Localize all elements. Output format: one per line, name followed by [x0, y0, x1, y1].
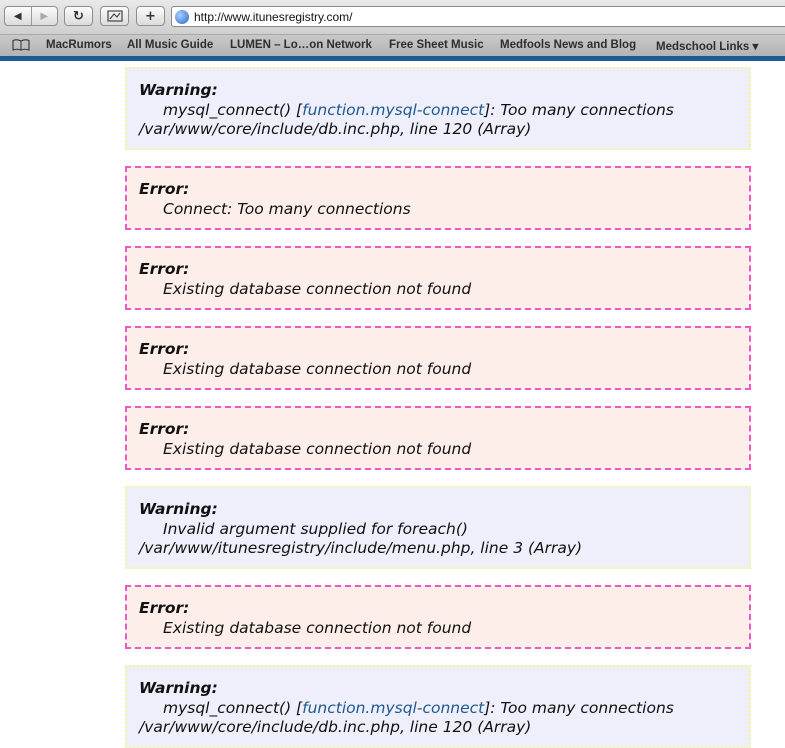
function-link[interactable]: function.mysql-connect — [302, 698, 485, 717]
function-link[interactable]: function.mysql-connect — [302, 100, 485, 119]
error-box — [125, 585, 751, 649]
add-icon: + — [145, 8, 156, 24]
error-label: Error: — [139, 180, 190, 198]
reload-button[interactable] — [64, 6, 93, 26]
error-label: Error: — [139, 599, 190, 617]
bookmarks-bar — [0, 34, 785, 56]
error-box — [125, 406, 751, 470]
error-label: Error: — [139, 340, 190, 358]
back-forward-group — [4, 6, 58, 26]
bookmark-macrumors[interactable]: MacRumors — [46, 39, 112, 51]
page-top-border — [0, 56, 785, 61]
forward-button[interactable] — [31, 7, 58, 25]
globe-icon — [175, 10, 189, 24]
reload-icon: ↻ — [73, 8, 84, 24]
error-box — [125, 246, 751, 310]
error-label: Error: — [139, 420, 190, 438]
forward-icon: ▶ — [40, 10, 49, 22]
error-message: Existing database connection not found — [163, 439, 472, 458]
bookmark-free-sheet-music[interactable]: Free Sheet Music — [389, 39, 484, 51]
error-label: Error: — [139, 260, 190, 278]
address-bar[interactable] — [171, 6, 785, 27]
warning-path: /var/www/core/include/db.inc.php, line 120 (Array) — [139, 120, 532, 138]
snapback-button[interactable] — [100, 6, 129, 26]
back-icon: ◀ — [13, 10, 22, 22]
browser-toolbar — [0, 0, 785, 34]
error-box — [125, 166, 751, 230]
back-button[interactable] — [5, 7, 31, 25]
book-icon[interactable] — [12, 39, 30, 51]
add-bookmark-button[interactable] — [136, 6, 165, 26]
warning-label: Warning: — [139, 81, 218, 99]
error-message: Existing database connection not found — [163, 359, 472, 378]
warning-path: /var/www/itunesregistry/include/menu.php, line 3 (Array) — [139, 539, 583, 557]
warning-box — [125, 665, 751, 748]
error-box — [125, 326, 751, 390]
address-field[interactable]: http://www.itunesregistry.com/ — [194, 9, 353, 24]
snapback-icon — [107, 10, 123, 22]
warning-message: mysql_connect() [function.mysql-connect]: Too many connections — [163, 100, 674, 119]
bookmark-medschool-links[interactable]: Medschool Links ▾ — [656, 41, 759, 53]
bookmark-medfools[interactable]: Medfools News and Blog — [500, 39, 637, 51]
warning-box — [125, 67, 751, 150]
warning-path: /var/www/core/include/db.inc.php, line 120 (Array) — [139, 718, 532, 736]
warning-label: Warning: — [139, 500, 218, 518]
bookmark-all-music-guide[interactable]: All Music Guide — [127, 39, 214, 51]
bookmark-lumen[interactable]: LUMEN – Lo…on Network — [230, 39, 372, 51]
warning-message: Invalid argument supplied for foreach() — [163, 519, 468, 538]
warning-box — [125, 486, 751, 569]
warning-message: mysql_connect() [function.mysql-connect]: Too many connections — [163, 698, 674, 717]
warning-label: Warning: — [139, 679, 218, 697]
error-message: Connect: Too many connections — [163, 199, 411, 218]
error-message: Existing database connection not found — [163, 279, 472, 298]
error-message: Existing database connection not found — [163, 618, 472, 637]
